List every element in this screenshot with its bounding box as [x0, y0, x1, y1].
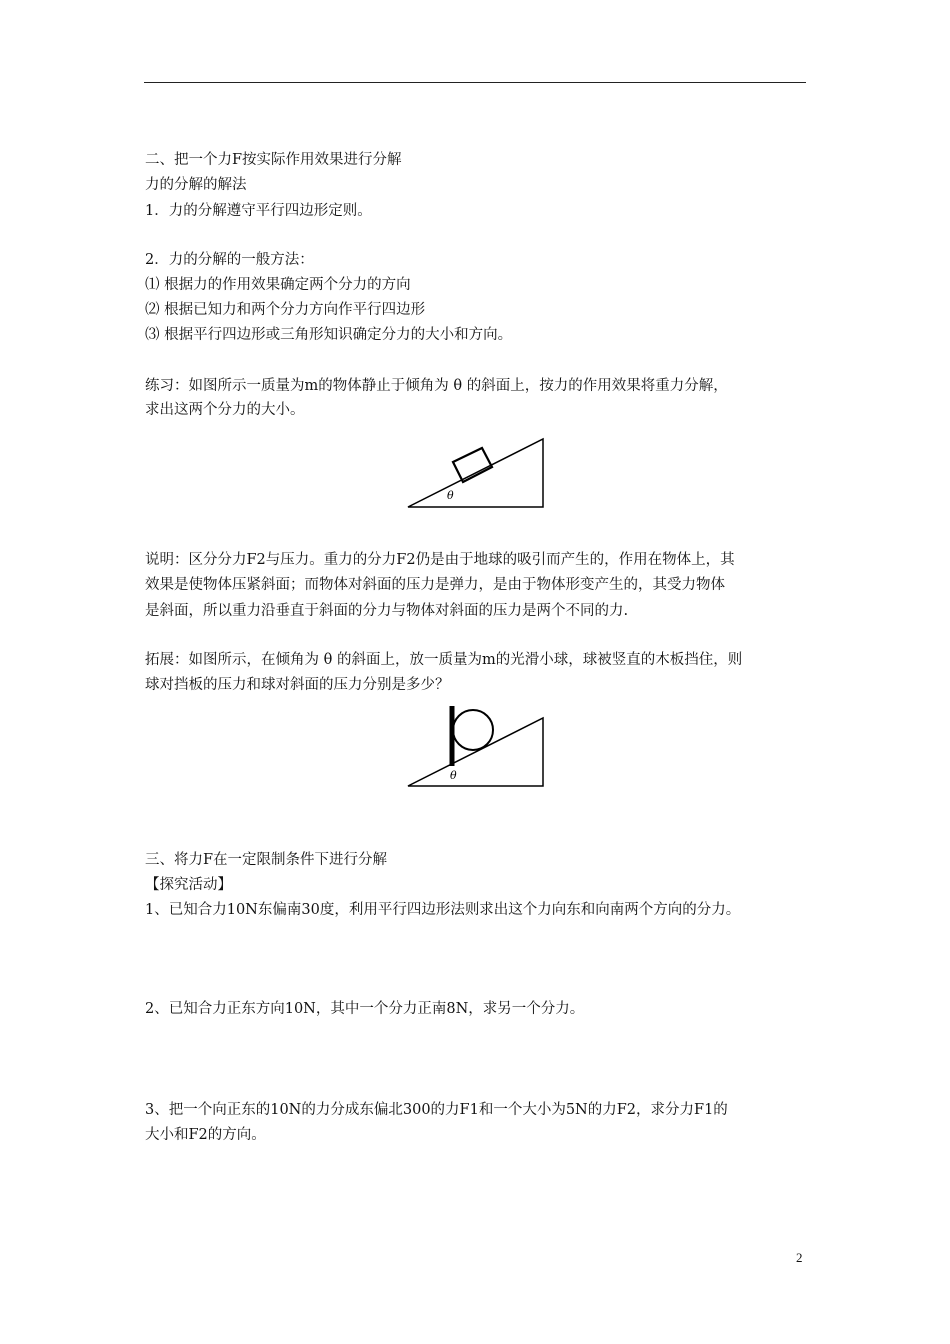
step-3: ⑶ 根据平行四边形或三角形知识确定分力的大小和方向。	[145, 327, 513, 343]
page-number: 2	[796, 1250, 803, 1265]
extension-line-2: 球对挡板的压力和球对斜面的压力分别是多少？	[145, 677, 450, 693]
section2-heading: 二、把一个力F按实际作用效果进行分解	[145, 152, 402, 168]
header-rule	[144, 82, 806, 83]
step-1: ⑴ 根据力的作用效果确定两个分力的方向	[145, 277, 411, 293]
note-line-1: 说明：区分分力F2与压力。重力的分力F2仍是由于地球的吸引而产生的，作用在物体上，其	[145, 552, 735, 568]
block	[453, 448, 492, 482]
incline-triangle	[408, 718, 543, 786]
note-line-3: 是斜面，所以重力沿垂直于斜面的分力与物体对斜面的压力是两个不同的力.	[145, 603, 629, 619]
angle-label: θ	[450, 769, 457, 782]
question-3-line-1: 3、把一个向正东的10N的力分成东偏北300的力F1和一个大小为5N的力F2，求分力F1的	[145, 1102, 728, 1118]
extension-line-1: 拓展：如图所示，在倾角为 θ 的斜面上，放一质量为m的光滑小球，球被竖直的木板挡住，则	[145, 652, 743, 668]
angle-label: θ	[447, 489, 454, 502]
question-1: 1、已知合力10N东偏南30度，利用平行四边形法则求出这个力向东和向南两个方向的分力。	[145, 902, 741, 918]
incline-block-figure	[400, 432, 550, 514]
section3-heading: 三、将力F在一定限制条件下进行分解	[145, 852, 388, 868]
item-2: 2．力的分解的一般方法：	[145, 252, 314, 268]
question-3-line-2: 大小和F2的方向。	[145, 1127, 266, 1143]
exercise-line-2: 求出这两个分力的大小。	[145, 402, 305, 418]
section2-subheading: 力的分解的解法	[145, 177, 247, 193]
incline-triangle	[408, 439, 543, 507]
step-2: ⑵ 根据已知力和两个分力方向作平行四边形	[145, 302, 426, 318]
note-line-2: 效果是使物体压紧斜面；而物体对斜面的压力是弹力，是由于物体形变产生的，其受力物体	[145, 577, 725, 593]
ball	[453, 710, 493, 750]
incline-ball-figure	[400, 700, 550, 792]
exercise-line-1: 练习：如图所示一质量为m的物体静止于倾角为 θ 的斜面上，按力的作用效果将重力分解，	[145, 378, 728, 394]
activity-label: 【探究活动】	[145, 877, 232, 893]
item-1: 1．力的分解遵守平行四边形定则。	[145, 203, 372, 219]
question-2: 2、已知合力正东方向10N，其中一个分力正南8N，求另一个分力。	[145, 1001, 585, 1017]
